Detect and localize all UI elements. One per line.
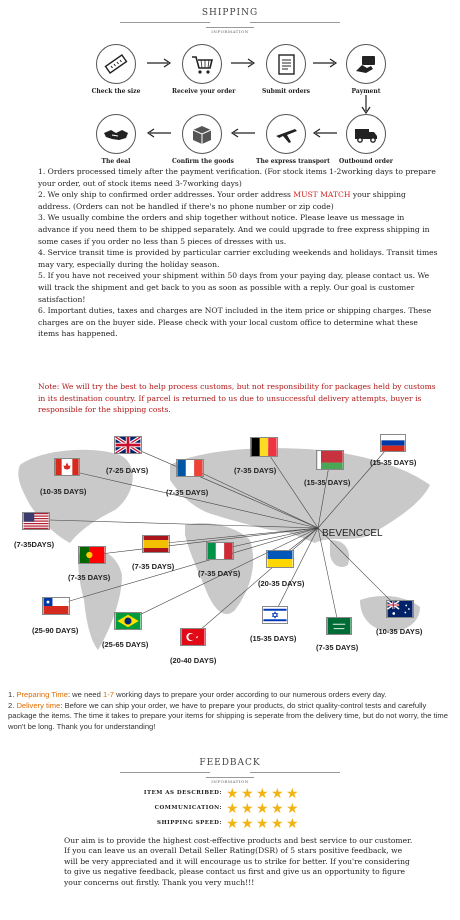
- arrow-left-icon: [230, 128, 256, 138]
- days-usa: (7-35DAYS): [14, 540, 55, 549]
- star-icon: ★: [286, 816, 299, 832]
- star-icon: ★: [286, 801, 299, 817]
- step-the-deal: [86, 114, 146, 165]
- star-icon: ★: [271, 816, 284, 832]
- days-israel: (15-35 DAYS): [250, 634, 297, 643]
- arrow-right-icon: [146, 58, 172, 68]
- preparing-days: 1-7: [103, 690, 114, 699]
- star-rating: [226, 787, 300, 801]
- flag-belarus-icon: [316, 450, 344, 470]
- flag-brazil-icon: [114, 612, 142, 630]
- days-belarus: (15-35 DAYS): [304, 478, 351, 487]
- rating-label: SHIPPING SPEED:: [156, 820, 222, 826]
- airplane-icon: [266, 114, 306, 154]
- policy-item-2: 2. We only ship to confirmed order addresses. Your order address MUST MATCH your shipping address. (Orders can not be handled if there's no phone number or zip code): [38, 190, 406, 211]
- delivery-time-label: Delivery time: [16, 700, 61, 710]
- policy-item-6: 6. Important duties, taxes and charges are NOT included in the item price or shipping charges. These charges are on the buyer side. Please check with your local custom office to determine what these items has happened.: [38, 306, 432, 339]
- star-icon: ★: [271, 801, 284, 817]
- policy-item-1: 1. Orders processed timely after the payment verification. (For stock items 1-2working days to prepare your order, out of stock items need 3-7working days): [38, 167, 436, 188]
- flag-ukraine-icon: [266, 550, 294, 568]
- flag-italy-icon: [206, 542, 234, 560]
- step-label: Outbound order: [339, 158, 393, 165]
- flag-belgium-icon: [250, 437, 278, 457]
- days-ukraine: (20-35 DAYS): [258, 579, 305, 588]
- policy-item-5: 5. If you have not received your shipment within 50 days from your paying day, please contact us. We will track the shipment and get back to you as soon as possible with a reply. Our goal is customer satisfaction!: [38, 271, 430, 304]
- step-receive-order: [172, 44, 236, 95]
- days-uk: (7-25 DAYS): [106, 466, 149, 475]
- star-icon: ★: [226, 786, 239, 802]
- order-form-icon: [266, 44, 306, 84]
- flag-saudi-arabia-icon: [326, 617, 352, 635]
- feedback-subtitle: INFORMATION: [206, 777, 254, 784]
- star-icon: ★: [226, 801, 239, 817]
- flag-australia-icon: [386, 600, 414, 618]
- step-label: Submit orders: [261, 88, 311, 95]
- flag-russia-icon: [380, 434, 406, 452]
- shipping-policy: [38, 166, 438, 340]
- days-belgium: (7-35 DAYS): [234, 466, 277, 475]
- days-australia: (10-35 DAYS): [376, 627, 423, 636]
- star-icon: ★: [256, 801, 269, 817]
- step-outbound-order: [336, 114, 396, 165]
- arrow-right-icon: [230, 58, 256, 68]
- card-payment-icon: [346, 44, 386, 84]
- flag-usa-icon: [22, 512, 50, 530]
- hub-label: BEVENCCEL: [322, 528, 383, 539]
- step-label: Receive your order: [172, 88, 236, 95]
- preparing-time: 1. Preparing Time: we need 1-7 working days to prepare your order according to our numerous orders every day.: [8, 690, 387, 699]
- step-submit-orders: [256, 44, 316, 95]
- days-france: (7-35 DAYS): [166, 488, 209, 497]
- step-payment: [336, 44, 396, 95]
- flag-israel-icon: [262, 606, 288, 624]
- days-chile: (25-90 DAYS): [32, 626, 79, 635]
- flag-uk-icon: [114, 436, 142, 454]
- days-portugal: (7-35 DAYS): [68, 573, 111, 582]
- days-canada: (10-35 DAYS): [40, 487, 87, 496]
- step-label: The deal: [101, 158, 131, 165]
- days-turkey: (20-40 DAYS): [170, 656, 217, 665]
- policy-item-4: 4. Service transit time is provided by particular carrier excluding weekends and holidays. Transit times may vary, especially during the holiday season.: [38, 248, 438, 269]
- handshake-icon: [96, 114, 136, 154]
- delivery-time: 2. Delivery time: Before we can ship your order, we have to prepare your products, do strict quality-control tests and carefully package the items. The time it takes to prepare your items for shipping is seperate from the delivery time, but do not worry, the time won't be long. Thank you for understanding!: [8, 700, 448, 731]
- arrow-left-icon: [146, 128, 172, 138]
- policy-item-3: 3. We usually combine the orders and ship together without notice. Please leave us message in advance if you need them to be shipped separately. And we could upgrade to free express shipping in some cases if you order no less than 5 pieces of dresses with us.: [38, 213, 430, 246]
- flag-portugal-icon: [78, 546, 106, 564]
- shipping-header: [0, 8, 460, 37]
- truck-icon: [346, 114, 386, 154]
- star-icon: ★: [256, 786, 269, 802]
- flag-canada-icon: [54, 458, 80, 476]
- days-spain: (7-35 DAYS): [132, 562, 175, 571]
- star-icon: ★: [241, 786, 254, 802]
- step-label: Check the size: [91, 88, 141, 95]
- rating-label: ITEM AS DESCRIBED:: [143, 790, 222, 796]
- feedback-header: [0, 758, 460, 787]
- star-icon: ★: [271, 786, 284, 802]
- shopping-cart-icon: [182, 44, 222, 84]
- time-info: [8, 690, 454, 732]
- step-label: The express transport: [256, 158, 330, 165]
- step-check-size: [86, 44, 146, 95]
- customs-note: Note: We will try the best to help process customs, but not responsibility for packages held by customs in its destination country. If parcel is returned to us due to unsuccessful delivery attempts, buyer is responsible for the shipping costs.: [38, 382, 436, 415]
- shipping-title: SHIPPING: [201, 8, 259, 18]
- feedback-title: FEEDBACK: [199, 758, 261, 768]
- step-express-transport: [256, 114, 330, 165]
- rating-label: COMMUNICATION:: [154, 805, 222, 811]
- step-label: Confirm the goods: [172, 158, 234, 165]
- star-icon: ★: [241, 801, 254, 817]
- arrow-down-icon: [361, 94, 371, 114]
- order-process-flow: [0, 34, 460, 164]
- star-rating: [226, 802, 300, 816]
- arrow-right-icon: [312, 58, 338, 68]
- arrow-left-icon: [312, 128, 338, 138]
- days-brazil: (25-65 DAYS): [102, 640, 149, 649]
- shipping-subtitle: INFORMATION: [206, 27, 254, 34]
- preparing-time-label: Preparing Time: [16, 690, 68, 699]
- flag-chile-icon: [42, 597, 70, 615]
- star-rating: [226, 817, 300, 831]
- step-label: Payment: [351, 88, 381, 95]
- flag-turkey-icon: [180, 628, 206, 646]
- days-italy: (7-35 DAYS): [198, 569, 241, 578]
- star-icon: ★: [226, 816, 239, 832]
- days-russia: (15-35 DAYS): [370, 458, 417, 467]
- step-confirm-goods: [172, 114, 232, 165]
- star-icon: ★: [256, 816, 269, 832]
- feedback-message: Our aim is to provide the highest cost-effective products and best service to our customer. If you can leave us an overall Detail Seller Rating(DSR) of 5 stars positive feedback, we will be very appreciated and it will encourage us to strike for better. If you're considering to give us negative feedback, please contact us first and give us an opportunity to figure your concerns out firstly. Thank you very much!!!: [64, 836, 413, 887]
- must-match-emphasis: MUST MATCH: [293, 190, 351, 200]
- star-icon: ★: [241, 816, 254, 832]
- ruler-icon: [96, 44, 136, 84]
- package-icon: [182, 114, 222, 154]
- days-saudi-arabia: (7-35 DAYS): [316, 643, 359, 652]
- flag-france-icon: [176, 459, 204, 477]
- star-icon: ★: [286, 786, 299, 802]
- flag-spain-icon: [142, 535, 170, 553]
